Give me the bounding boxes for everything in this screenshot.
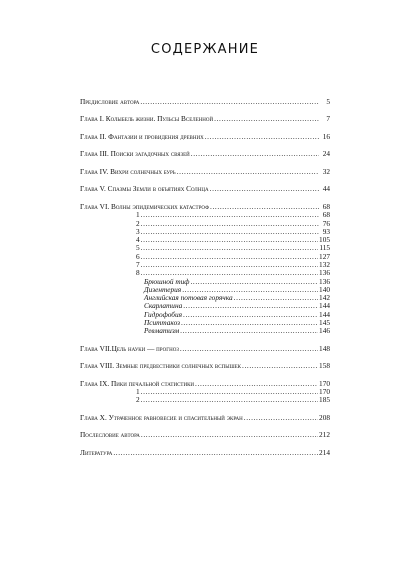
toc-page-number: 214 bbox=[319, 447, 330, 457]
toc-label: 4 bbox=[136, 235, 140, 245]
toc-label: Глава VII.Цель науки — прогноз bbox=[80, 343, 179, 353]
toc-page-number: 68 bbox=[322, 201, 330, 211]
table-of-contents bbox=[80, 98, 330, 457]
toc-page-number: 44 bbox=[322, 184, 330, 194]
toc-subentry bbox=[80, 396, 330, 404]
toc-leader-dots bbox=[210, 203, 319, 211]
toc-label: 6 bbox=[136, 251, 140, 261]
toc-leader-dots bbox=[141, 220, 319, 228]
toc-label: Послесловие автора bbox=[80, 430, 140, 440]
toc-subentry bbox=[80, 269, 330, 277]
toc-page-number: 132 bbox=[319, 259, 330, 269]
toc-label: Глава II. Фантазии и провидения древних bbox=[80, 131, 204, 141]
toc-label: Английская потовая горячка bbox=[144, 293, 233, 303]
toc-page-number: 93 bbox=[322, 226, 330, 236]
toc-subentry bbox=[80, 244, 330, 252]
toc-entry bbox=[80, 168, 330, 176]
toc-entry bbox=[80, 203, 330, 211]
toc-subentry bbox=[80, 211, 330, 219]
toc-entry bbox=[80, 449, 330, 457]
toc-page-number: 76 bbox=[322, 218, 330, 228]
toc-subsubentry bbox=[80, 278, 330, 286]
toc-page-number: 170 bbox=[319, 387, 330, 397]
toc-label: 1 bbox=[136, 210, 140, 220]
toc-label: Ревматизм bbox=[144, 326, 180, 336]
toc-leader-dots bbox=[195, 380, 318, 388]
toc-label: Глава V. Спазмы Земли в объятиях Солнца bbox=[80, 184, 209, 194]
toc-page-number: 105 bbox=[319, 235, 330, 245]
toc-label: Глава IV. Вихри солнечных бурь bbox=[80, 166, 176, 176]
toc-page-number: 144 bbox=[319, 301, 330, 311]
toc-page-number: 32 bbox=[322, 166, 330, 176]
toc-label: Дизентерия bbox=[144, 284, 182, 294]
toc-label: 2 bbox=[136, 395, 140, 405]
toc-entry bbox=[80, 431, 330, 439]
toc-entry bbox=[80, 414, 330, 422]
toc-subsubentry bbox=[80, 294, 330, 302]
toc-leader-dots bbox=[141, 228, 319, 236]
toc-label: 7 bbox=[136, 259, 140, 269]
toc-leader-dots bbox=[141, 388, 318, 396]
toc-leader-dots bbox=[113, 449, 318, 457]
toc-page-number: 68 bbox=[322, 210, 330, 220]
toc-label: 1 bbox=[136, 387, 140, 397]
toc-page-number: 170 bbox=[319, 378, 330, 388]
toc-entry bbox=[80, 150, 330, 158]
toc-page-number: 212 bbox=[319, 430, 330, 440]
toc-leader-dots bbox=[234, 294, 318, 302]
toc-label: 8 bbox=[136, 268, 140, 278]
toc-page-number: 136 bbox=[319, 276, 330, 286]
toc-page-number: 140 bbox=[319, 284, 330, 294]
toc-label: Литература bbox=[80, 447, 113, 457]
toc-page-number: 7 bbox=[326, 114, 330, 124]
toc-label: 3 bbox=[136, 226, 140, 236]
toc-leader-dots bbox=[140, 98, 319, 106]
toc-subentry bbox=[80, 228, 330, 236]
toc-label: Предисловие автора bbox=[80, 97, 140, 106]
toc-page-number: 158 bbox=[319, 361, 330, 371]
toc-subsubentry bbox=[80, 327, 330, 335]
toc-leader-dots bbox=[183, 302, 318, 310]
toc-entry bbox=[80, 115, 330, 123]
toc-subsubentry bbox=[80, 302, 330, 310]
toc-leader-dots bbox=[141, 396, 318, 404]
toc-subentry bbox=[80, 388, 330, 396]
toc-label: Глава III. Поиски загадочных связей bbox=[80, 149, 190, 159]
toc-leader-dots bbox=[181, 319, 318, 327]
toc-page-number: 144 bbox=[319, 309, 330, 319]
toc-leader-dots bbox=[177, 168, 319, 176]
toc-leader-dots bbox=[244, 414, 318, 422]
toc-label: Брюшной тиф bbox=[144, 276, 190, 286]
toc-label: Пситтакоз bbox=[144, 318, 180, 328]
toc-subentry bbox=[80, 236, 330, 244]
toc-entry bbox=[80, 185, 330, 193]
toc-leader-dots bbox=[190, 278, 318, 286]
toc-page-number: 16 bbox=[322, 131, 330, 141]
toc-page-number: 145 bbox=[319, 318, 330, 328]
toc-page-number: 148 bbox=[319, 343, 330, 353]
toc-entry bbox=[80, 380, 330, 388]
toc-page-number: 115 bbox=[319, 243, 330, 253]
toc-subsubentry bbox=[80, 319, 330, 327]
toc-subentry bbox=[80, 253, 330, 261]
toc-entry bbox=[80, 133, 330, 141]
toc-page-number: 136 bbox=[319, 268, 330, 278]
toc-subentry bbox=[80, 220, 330, 228]
toc-entry bbox=[80, 362, 330, 370]
toc-subentry bbox=[80, 261, 330, 269]
toc-label: Гидрофобия bbox=[144, 309, 182, 319]
toc-label: Скарлатина bbox=[144, 301, 183, 311]
toc-leader-dots bbox=[141, 261, 318, 269]
toc-subsubentry bbox=[80, 311, 330, 319]
toc-entry bbox=[80, 98, 330, 106]
toc-page-number: 142 bbox=[319, 293, 330, 303]
toc-page-number: 5 bbox=[326, 97, 330, 106]
toc-page-number: 127 bbox=[319, 251, 330, 261]
toc-label: Глава VI. Волны эпидемических катастроф bbox=[80, 201, 210, 211]
toc-label: Глава I. Колыбель жизни. Пульсы Вселенной bbox=[80, 114, 214, 124]
toc-leader-dots bbox=[180, 345, 318, 353]
page-title: СОДЕРЖАНИЕ bbox=[150, 42, 260, 57]
toc-label: 5 bbox=[136, 243, 140, 253]
toc-entry bbox=[80, 345, 330, 353]
toc-leader-dots bbox=[141, 211, 319, 219]
toc-label: Глава IX. Пики печальной статистики bbox=[80, 378, 195, 388]
toc-label: Глава VIII. Земные предвестники солнечных вспышек bbox=[80, 361, 241, 371]
toc-leader-dots bbox=[141, 431, 318, 439]
toc-leader-dots bbox=[183, 311, 318, 319]
toc-leader-dots bbox=[191, 150, 319, 158]
toc-leader-dots bbox=[210, 185, 319, 193]
toc-page-number: 185 bbox=[319, 395, 330, 405]
toc-leader-dots bbox=[214, 115, 319, 123]
toc-page-number: 208 bbox=[319, 412, 330, 422]
toc-leader-dots bbox=[141, 253, 318, 261]
toc-page-number: 24 bbox=[322, 149, 330, 159]
toc-leader-dots bbox=[180, 327, 318, 335]
toc-page-number: 146 bbox=[319, 326, 330, 336]
toc-leader-dots bbox=[242, 362, 318, 370]
toc-leader-dots bbox=[141, 244, 319, 252]
toc-label: Глава X. Утраченное равновесие и спасительный экран bbox=[80, 412, 243, 422]
toc-leader-dots bbox=[141, 236, 318, 244]
toc-label: 2 bbox=[136, 218, 140, 228]
toc-leader-dots bbox=[205, 133, 319, 141]
